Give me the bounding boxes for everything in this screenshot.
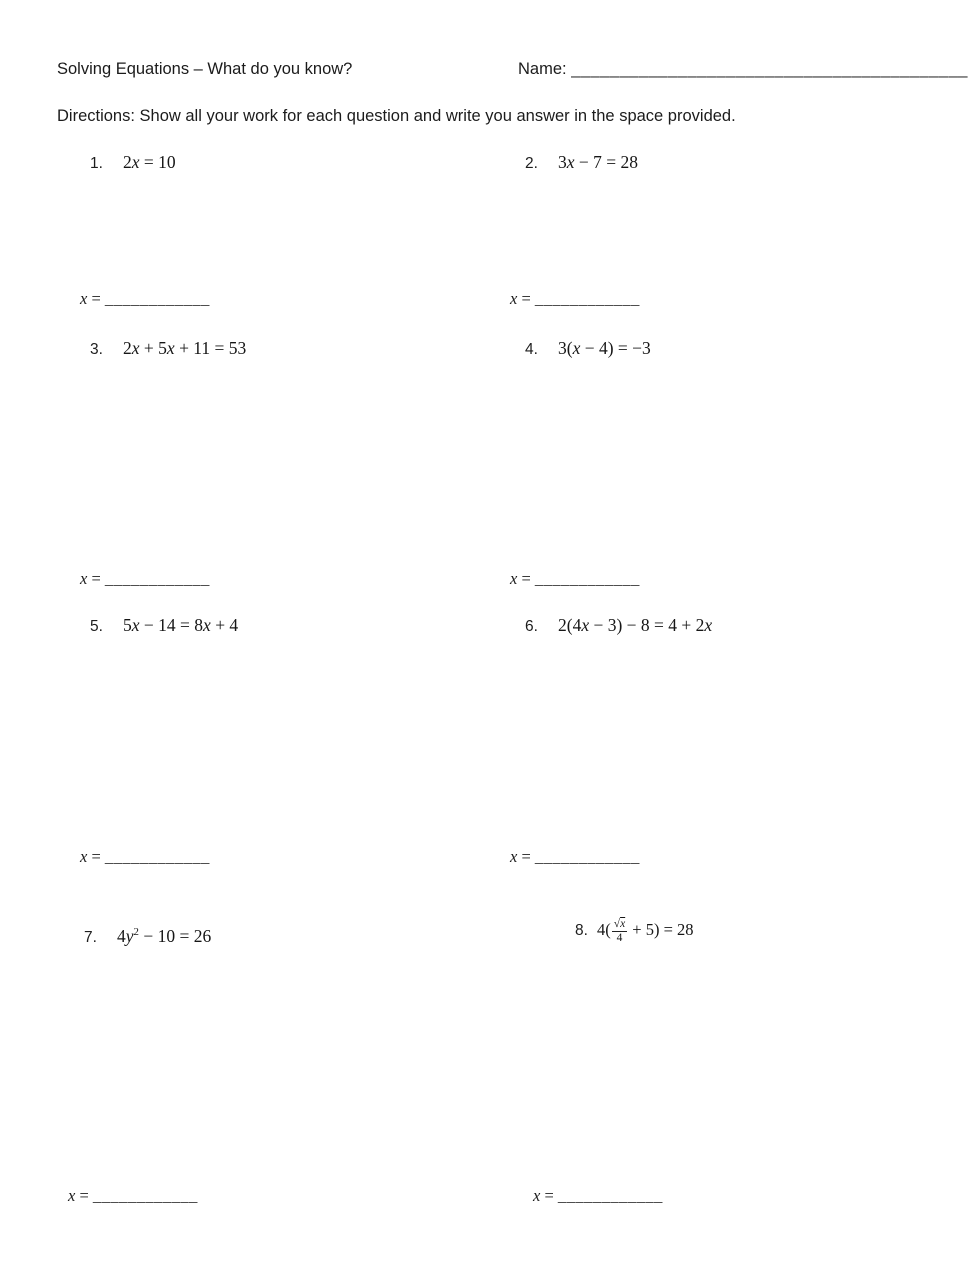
problem-number: 1.	[90, 155, 103, 172]
problem-equation: 3x − 7 = 28	[558, 152, 639, 172]
problem-equation: $4y^2 - 10 = 26$	[117, 925, 212, 946]
answer-slot-1	[80, 289, 210, 309]
answer-blank-line: ____________	[104, 569, 210, 588]
directions-text: Directions: Show all your work for each question and write you answer in the space provided.	[57, 107, 736, 125]
worksheet-title: Solving Equations – What do you know?	[57, 60, 353, 78]
problem-8	[575, 918, 694, 946]
answer-label: x =	[510, 569, 531, 588]
name-label: Name:	[518, 60, 567, 78]
answer-slot-5	[80, 847, 210, 867]
answer-blank-line: ____________	[534, 289, 640, 308]
name-blank-line: _________________________________________	[571, 60, 968, 78]
equation-suffix: + 5) = 28	[628, 920, 694, 939]
answer-slot-7	[68, 1186, 198, 1206]
problem-equation	[597, 918, 694, 945]
problem-equation: 5x − 14 = 8x + 4	[123, 615, 239, 635]
problem-number: 2.	[525, 155, 538, 172]
problem-equation: 2(4x − 3) − 8 = 4 + 2x	[558, 615, 713, 635]
answer-blank-line: ____________	[534, 847, 640, 866]
problem-number: 6.	[525, 618, 538, 635]
problem-equation: 2x + 5x + 11 = 53	[123, 338, 247, 358]
answer-slot-8	[533, 1186, 663, 1206]
answer-blank-line: ____________	[557, 1186, 663, 1205]
problem-2	[525, 150, 638, 176]
answer-blank-line: ____________	[92, 1186, 198, 1205]
answer-label: x =	[80, 847, 101, 866]
sqrt-numerator: √x	[613, 918, 626, 931]
problem-4	[525, 336, 651, 362]
answer-blank-line: ____________	[104, 289, 210, 308]
problem-equation: 3(x − 4) = −3	[558, 338, 651, 358]
answer-label: x =	[68, 1186, 89, 1205]
fraction-denominator: 4	[612, 931, 627, 945]
problem-6	[525, 613, 712, 639]
problem-3	[90, 336, 246, 362]
problem-number: 5.	[90, 618, 103, 635]
problem-1	[90, 150, 176, 176]
answer-blank-line: ____________	[534, 569, 640, 588]
answer-slot-6	[510, 847, 640, 867]
answer-label: x =	[533, 1186, 554, 1205]
problem-number: 8.	[575, 922, 588, 939]
answer-slot-2	[510, 289, 640, 309]
answer-blank-line: ____________	[104, 847, 210, 866]
problem-7	[84, 920, 211, 950]
problem-number: 3.	[90, 341, 103, 358]
answer-slot-3	[80, 569, 210, 589]
problem-number: 4.	[525, 341, 538, 358]
problem-5	[90, 613, 238, 639]
name-field	[518, 60, 968, 79]
answer-slot-4	[510, 569, 640, 589]
answer-label: x =	[80, 289, 101, 308]
problem-number: 7.	[84, 928, 97, 946]
fraction	[612, 918, 627, 945]
equation-prefix: 4(	[597, 920, 611, 939]
answer-label: x =	[80, 569, 101, 588]
answer-label: x =	[510, 289, 531, 308]
answer-label: x =	[510, 847, 531, 866]
problem-equation: 2x = 10	[123, 152, 176, 172]
